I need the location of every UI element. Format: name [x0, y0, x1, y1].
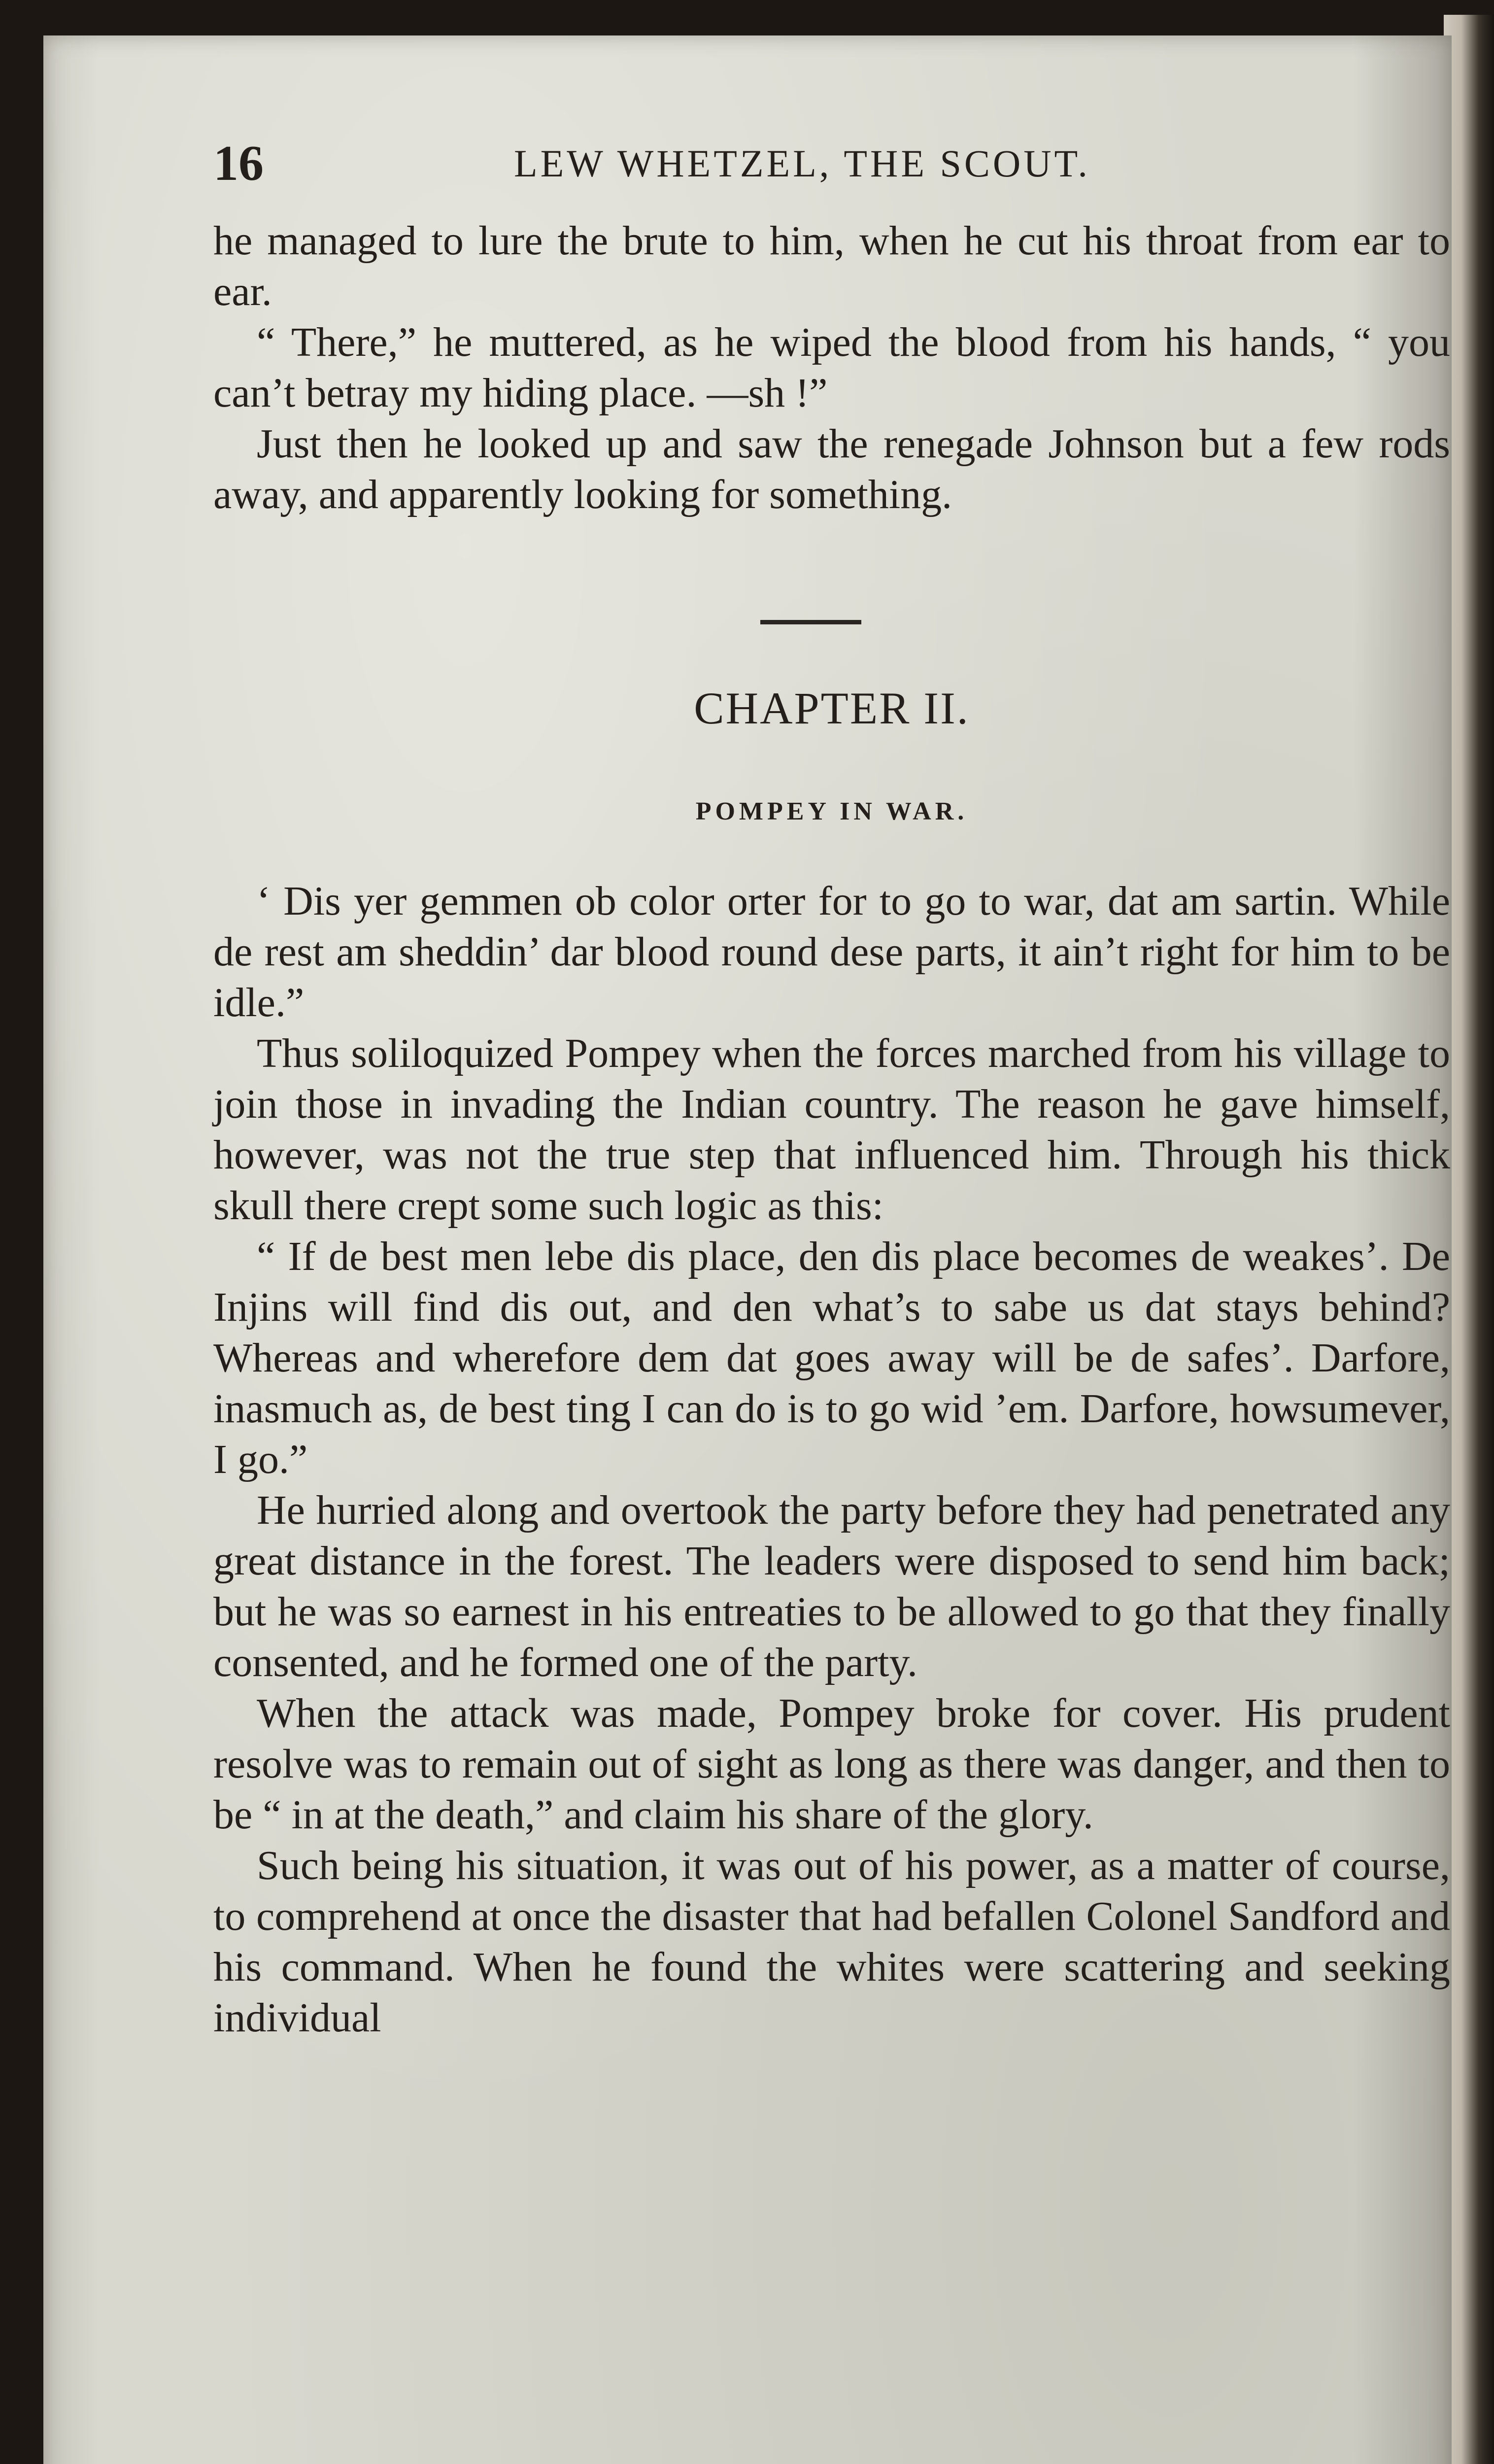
paragraph: Thus soliloquized Pompey when the forces marched from his village to join those in invading the Indian country. The reason he gave himself, however, was not the true step that influenced him. Through his thick skull there crept some such logic as this: — [213, 1030, 1450, 1229]
page-number: 16 — [213, 136, 264, 191]
paragraph: “ If de best men lebe dis place, den dis place becomes de weakes’. De Injins will find dis out, and den what’s to sabe us dat stays behind? Whereas and wherefore dem dat goes away will be de safes’. Darfore, inasmuch as, de best ting I can do is to go wid ’em. Darfore, howsumever, I go.” — [213, 1233, 1450, 1482]
paragraph: When the attack was made, Pompey broke for cover. His prudent resolve was to remain out of sight as long as there was danger, and then to be “ in at the death,” and claim his share of the glory. — [213, 1690, 1450, 1838]
chapter-subtitle: POMPEY IN WAR. — [695, 797, 968, 825]
chapter-divider-rule — [760, 620, 861, 624]
running-title: LEW WHETZEL, THE SCOUT. — [514, 142, 1090, 185]
paragraph: “ There,” he muttered, as he wiped the blood from his hands, “ you can’t betray my hiding place. —sh !” — [213, 319, 1450, 416]
opening-section — [213, 215, 1450, 520]
paragraph: Such being his situation, it was out of his power, as a matter of course, to comprehend at once the disaster that had befallen Colonel Sandford and his command. When he found the whites were scattering and seeking individual — [213, 1843, 1450, 2041]
paragraph: ‘ Dis yer gemmen ob color orter for to go to war, dat am sartin. While de rest am sheddin’ dar blood round dese parts, it ain’t right for him to be idle.” — [213, 878, 1450, 1026]
paragraph: Just then he looked up and saw the renegade Johnson but a few rods away, and apparently looking for something. — [213, 421, 1450, 517]
paragraph: he managed to lure the brute to him, when he cut his throat from ear to ear. — [213, 218, 1450, 314]
book-page — [43, 35, 1452, 2464]
paragraph: He hurried along and overtook the party before they had penetrated any great distance in the forest. The leaders were disposed to send him back; but he was so earnest in his entreaties to be allowed to go that they finally consented, and he formed one of the party. — [213, 1487, 1450, 1685]
running-head — [213, 127, 1450, 201]
chapter-title: CHAPTER II. — [694, 683, 970, 733]
chapter-body — [213, 876, 1450, 2043]
